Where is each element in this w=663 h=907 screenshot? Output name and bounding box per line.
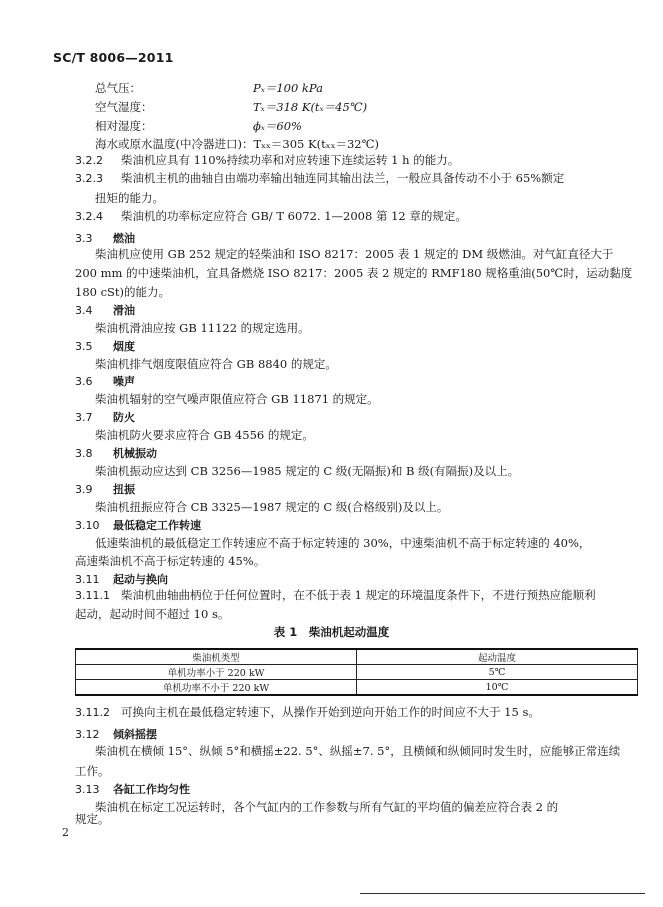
section-title: 各缸工作均匀性 (113, 783, 190, 796)
section-3-4-text: 柴油机滑油应按 GB 11122 的规定选用。 (95, 321, 310, 335)
clause-3-2-4 (75, 206, 467, 227)
section-title: 最低稳定工作转速 (113, 519, 201, 532)
table-cell: 10℃ (357, 680, 638, 696)
clause-3-11-1-cont: 起动，起动时间不超过 10 s。 (75, 607, 230, 621)
table-row (76, 665, 638, 680)
clause-number: 3.2.4 (75, 210, 103, 223)
clause-number: 3.2.2 (75, 154, 103, 167)
condition-value-humidity: ϕₓ＝60% (253, 119, 302, 133)
section-number: 3.8 (75, 447, 93, 460)
table-header-cell: 起动温度 (357, 649, 638, 665)
section-title: 燃油 (113, 232, 135, 245)
section-3-4-heading (75, 302, 135, 318)
clause-3-11-1 (75, 585, 596, 606)
section-3-13-line1: 柴油机在标定工况运转时，各个气缸内的工作参数与所有气缸的平均值的偏差应符合表 2 的 (95, 800, 559, 814)
section-3-3-heading (75, 230, 135, 246)
section-number: 3.7 (75, 411, 93, 424)
page-number: 2 (62, 826, 69, 839)
condition-label-pressure: 总气压： (95, 81, 141, 95)
section-title: 起动与换向 (113, 573, 168, 586)
table-header-cell: 柴油机类型 (76, 649, 357, 665)
table-cell: 5℃ (357, 665, 638, 680)
footer-rule (360, 893, 645, 894)
section-title: 噪声 (113, 375, 135, 388)
condition-label-humidity: 相对湿度： (95, 119, 153, 133)
section-3-3-line1: 柴油机应使用 GB 252 规定的轻柴油和 ISO 8217：2005 表 1 规定的 DM 级燃油。对气缸直径大于 (95, 247, 614, 261)
clause-number: 3.11.2 (75, 706, 110, 719)
clause-text: 柴油机的功率标定应符合 GB/ T 6072. 1—2008 第 12 章的规定。 (121, 209, 467, 223)
section-3-6-text: 柴油机辐射的空气噪声限值应符合 GB 11871 的规定。 (95, 392, 379, 406)
section-title: 防火 (113, 411, 135, 424)
section-title: 机械振动 (113, 447, 157, 460)
table-cell: 单机功率不小于 220 kW (76, 680, 357, 696)
section-number: 3.6 (75, 375, 93, 388)
section-3-7-text: 柴油机防火要求应符合 GB 4556 的规定。 (95, 428, 314, 442)
section-number: 3.5 (75, 340, 93, 353)
clause-number: 3.11.1 (75, 589, 110, 602)
section-3-9-heading (75, 481, 135, 497)
section-number: 3.4 (75, 304, 93, 317)
table-header-row (76, 649, 638, 665)
table-row (76, 680, 638, 696)
section-3-3-line3: 180 cSt)的能力。 (75, 285, 171, 299)
section-3-13-line2: 规定。 (75, 812, 110, 826)
clause-text: 柴油机应具有 110%持续功率和对应转速下连续运转 1 h 的能力。 (121, 153, 460, 167)
standard-code: SC/T 8006—2011 (53, 50, 174, 65)
condition-seawater: 海水或原水温度(中冷器进口)：Tₓₓ＝305 K(tₓₓ＝32℃) (95, 137, 379, 151)
section-3-10-heading (75, 517, 201, 533)
section-3-10-line1: 低速柴油机的最低稳定工作转速应不高于标定转速的 30%，中速柴油机不高于标定转速的 40%， (95, 536, 591, 550)
clause-text: 可换向主机在最低稳定转速下，从操作开始到逆向开始工作的时间应不大于 15 s。 (121, 705, 540, 719)
section-3-12-line1: 柴油机在横倾 15°、纵倾 5°和横摇±22. 5°、纵摇±7. 5°，且横倾和纵倾同时发生时，应能够正常连续 (95, 744, 621, 758)
table-cell: 单机功率小于 220 kW (76, 665, 357, 680)
section-3-5-text: 柴油机排气烟度限值应符合 GB 8840 的规定。 (95, 357, 337, 371)
section-number: 3.9 (75, 483, 93, 496)
section-title: 烟度 (113, 340, 135, 353)
clause-number: 3.2.3 (75, 172, 103, 185)
section-title: 扭振 (113, 483, 135, 496)
section-3-12-heading (75, 726, 157, 742)
section-3-8-text: 柴油机振动应达到 CB 3256—1985 规定的 C 级(无隔振)和 B 级(有隔振)及以上。 (95, 464, 520, 478)
section-3-10-line2: 高速柴油机不高于标定转速的 45%。 (75, 554, 266, 568)
section-number: 3.11 (75, 573, 100, 586)
section-3-8-heading (75, 445, 157, 461)
table-1 (75, 648, 638, 696)
section-number: 3.3 (75, 232, 93, 245)
clause-3-2-3-cont: 扭矩的能力。 (95, 191, 164, 205)
section-number: 3.10 (75, 519, 100, 532)
condition-value-pressure: Pₓ＝100 kPa (253, 81, 323, 95)
section-3-7-heading (75, 409, 135, 425)
table-1-title: 表 1 柴油机起动温度 (273, 625, 390, 639)
section-number: 3.12 (75, 728, 100, 741)
section-3-12-line2: 工作。 (75, 764, 110, 778)
clause-text: 柴油机主机的曲轴自由端功率输出轴连同其输出法兰，一般应具备传动不小于 65%额定 (121, 171, 565, 185)
clause-3-11-2 (75, 702, 540, 723)
section-number: 3.13 (75, 783, 100, 796)
clause-3-2-3 (75, 168, 564, 189)
section-title: 滑油 (113, 304, 135, 317)
section-3-9-text: 柴油机扭振应符合 CB 3325—1987 规定的 C 级(合格级别)及以上。 (95, 500, 449, 514)
section-3-13-heading (75, 781, 190, 797)
section-3-5-heading (75, 338, 135, 354)
condition-label-temperature: 空气湿度： (95, 100, 153, 114)
section-title: 倾斜摇摆 (113, 728, 157, 741)
section-3-3-line2: 200 mm 的中速柴油机，宜具备燃烧 ISO 8217：2005 表 2 规定的 RMF180 规格重油(50℃时，运动黏度 (75, 266, 633, 280)
clause-text: 柴油机曲轴曲柄位于任何位置时，在不低于表 1 规定的环境温度条件下，不进行预热应能顺利 (121, 588, 596, 602)
condition-value-temperature: Tₓ＝318 K(tₓ＝45℃) (253, 100, 368, 114)
section-3-6-heading (75, 373, 135, 389)
